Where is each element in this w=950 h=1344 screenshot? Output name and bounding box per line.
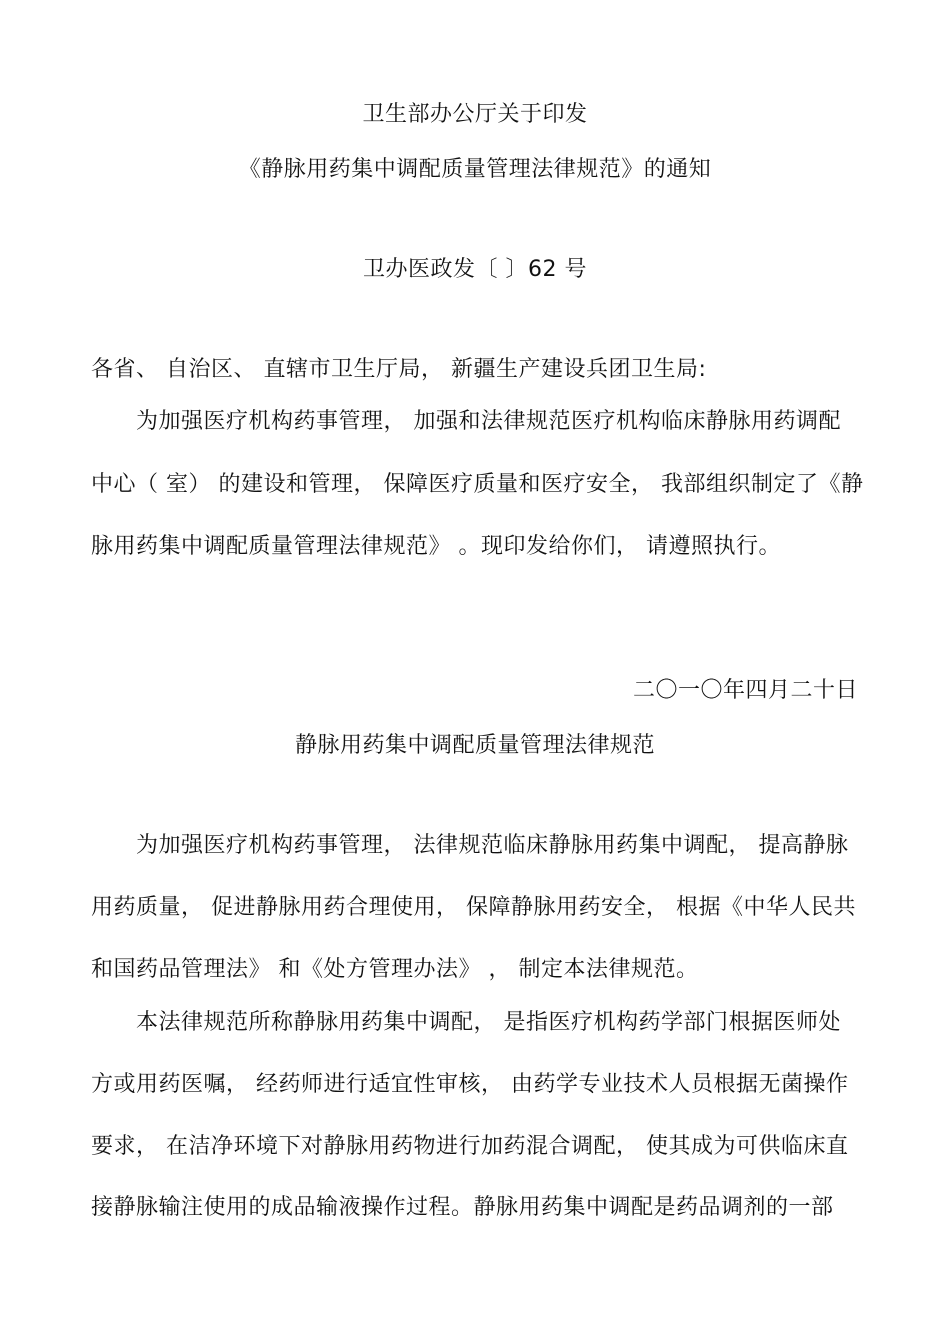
- notice-date: 二〇一〇年四月二十日: [632, 678, 858, 703]
- notice-paragraph-line-1: 为加强医疗机构药事管理， 加强和法律规范医疗机构临床静脉用药调配: [136, 409, 841, 434]
- regulation-p2-line-1: 本法律规范所称静脉用药集中调配， 是指医疗机构药学部门根据医师处: [136, 1010, 841, 1035]
- document-number: 卫办医政发〔 〕62 号: [363, 257, 587, 282]
- title-line-1: 卫生部办公厅关于印发: [362, 102, 588, 127]
- regulation-p1-line-3: 和国药品管理法》 和《处方管理办法》 ， 制定本法律规范。: [91, 957, 699, 982]
- notice-paragraph-line-3: 脉用药集中调配质量管理法律规范》 。现印发给你们， 请遵照执行。: [91, 534, 781, 559]
- regulation-p1-line-1: 为加强医疗机构药事管理， 法律规范临床静脉用药集中调配， 提高静脉: [136, 833, 849, 858]
- regulation-title: 静脉用药集中调配质量管理法律规范: [294, 733, 655, 758]
- notice-paragraph-line-2: 中心（ 室） 的建设和管理， 保障医疗质量和医疗安全， 我部组织制定了《静: [91, 472, 864, 497]
- regulation-p2-line-2: 方或用药医嘱， 经药师进行适宜性审核， 由药学专业技术人员根据无菌操作: [91, 1072, 849, 1097]
- regulation-p1-line-2: 用药质量， 促进静脉用药合理使用， 保障静脉用药安全， 根据《中华人民共: [91, 895, 856, 920]
- title-line-2: 《静脉用药集中调配质量管理法律规范》的通知: [238, 157, 712, 182]
- regulation-p2-line-3: 要求， 在洁净环境下对静脉用药物进行加药混合调配， 使其成为可供临床直: [91, 1134, 849, 1159]
- addressee: 各省、 自治区、 直辖市卫生厅局， 新疆生产建设兵团卫生局:: [91, 357, 707, 382]
- regulation-p2-line-4: 接静脉输注使用的成品输液操作过程。静脉用药集中调配是药品调剂的一部: [91, 1195, 834, 1220]
